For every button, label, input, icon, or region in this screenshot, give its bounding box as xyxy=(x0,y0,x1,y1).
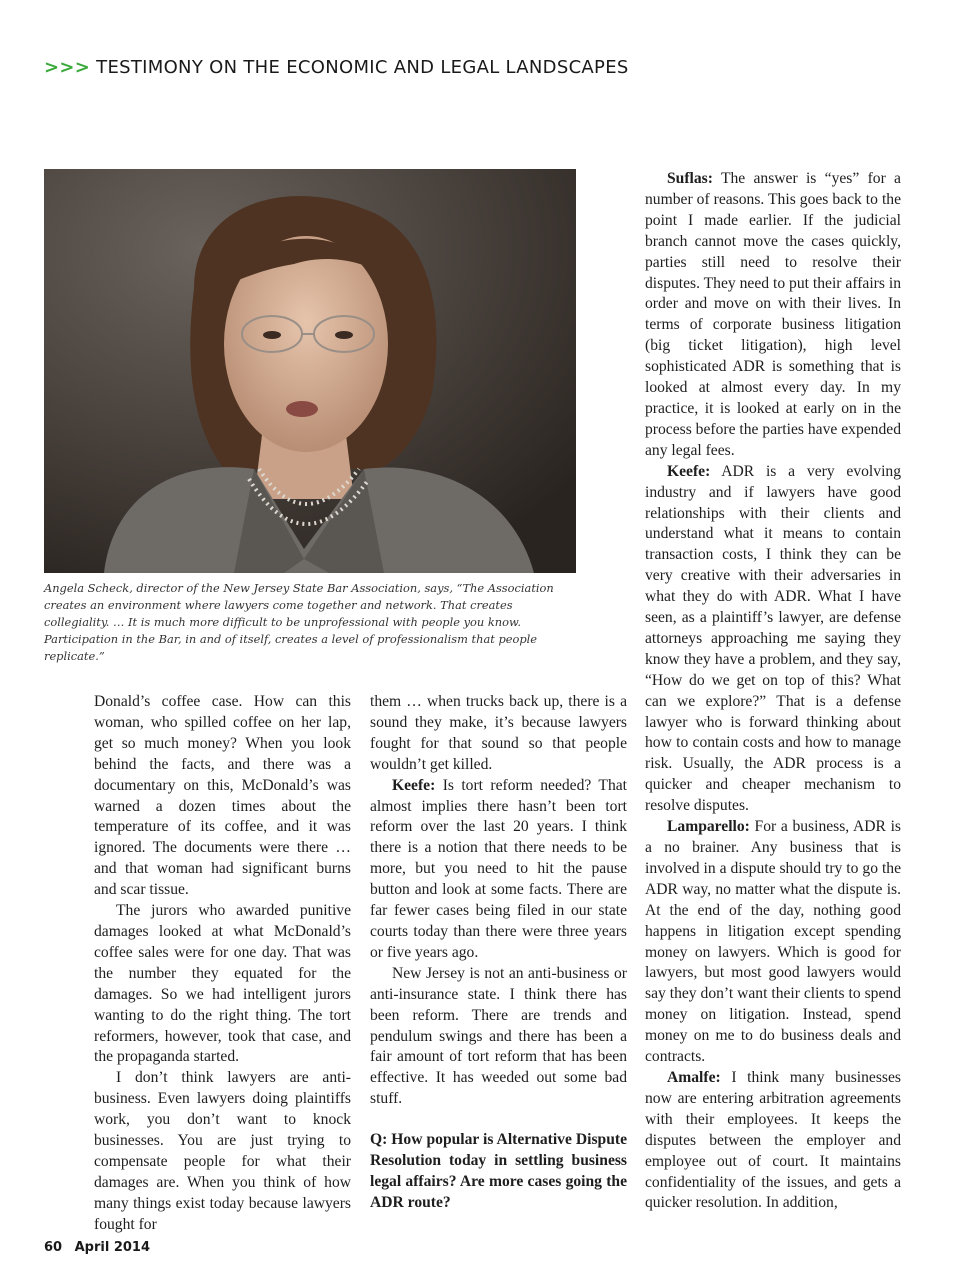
speaker-name: Amalfe: xyxy=(667,1068,721,1086)
article-column-3 xyxy=(645,169,901,1214)
page-footer xyxy=(44,1240,158,1255)
paragraph: New Jersey is not an anti-business or anti-insurance state. I think there has been reform. There are trends and pendulum swings and there has been a fair amount of tort reform that has been effective. It has weeded out some bad stuff. xyxy=(370,964,627,1108)
paragraph-text: For a business, ADR is a no brainer. Any business that is involved in a dispute should try to go the ADR way, no matter what the dispute is. At the end of the day, nothing good happens in litigation except spending money on lawyers. Which is good for lawyers, but most good lawyers would say they don’t want their clients to spend money on litigation. Instead, spend money on me to do business deals and contracts. xyxy=(645,818,901,1066)
interview-question: Q: How popular is Alternative Dispute Resolution today in settling business legal affairs? Are more cases going the ADR route? xyxy=(370,1131,627,1211)
speaker-name: Keefe: xyxy=(392,776,436,794)
header-chevrons: >>> xyxy=(44,56,91,78)
paragraph: them … when trucks back up, there is a sound they make, it’s because lawyers fought for that sound so that people wouldn’t get killed. xyxy=(370,693,627,773)
speaker-name: Keefe: xyxy=(667,462,711,480)
article-column-2 xyxy=(370,692,627,1214)
photo-caption: Angela Scheck, director of the New Jersey State Bar Association, says, “The Association creates an environment where lawyers come together and network. That creates collegiality. … It is much more difficult to be unprofessional with people you know. Participation in the Bar, in and of itself, creates a level of professionalism that people replicate.” xyxy=(44,581,554,663)
paragraph xyxy=(370,776,627,964)
section-header xyxy=(44,54,629,80)
page-number: 60 xyxy=(44,1240,63,1255)
issue-date: April 2014 xyxy=(74,1240,151,1255)
article-column-1 xyxy=(94,692,351,1236)
header-title: TESTIMONY ON THE ECONOMIC AND LEGAL LANDSCAPES xyxy=(96,56,629,78)
paragraph-text: Is tort reform needed? That almost implies there hasn’t been tort reform over the last 20 years. I think there is a notion that there needs to be more, but you need to hit the pause button and look at some facts. There are far fewer cases being filed in our state courts today than there were three years or five years ago. xyxy=(370,776,627,961)
paragraph: Donald’s coffee case. How can this woman, who spilled coffee on her lap, get so much money? When you look behind the facts, and there was a documentary on this, McDonald’s was warned a dozen times about the temperature of its coffee, and it was ignored. The documents were there … and that woman had significant burns and scar tissue. xyxy=(94,693,351,899)
paragraph xyxy=(645,1068,901,1214)
speaker-name: Lamparello: xyxy=(667,818,750,836)
paragraph-text: I think many businesses now are entering arbitration agreements with their employees. It keeps the disputes between the employer and employee out of court. It maintains confidentiality of the issues, and gets a quicker resolution. In addition, xyxy=(645,1068,901,1212)
paragraph: The jurors who awarded punitive damages looked at what McDonald’s coffee sales were for one day. That was the number they equated for the damages. So we had intelligent jurors wanting to do the right thing. The tort reformers, however, took that case, and the propaganda started. xyxy=(94,902,351,1066)
paragraph-text: ADR is a very evolving industry and if lawyers have good relationships with their clients and understand what it means to contain transaction costs, I think they can be very creative with their adversaries in what they do with ADR. What I have seen, as a plaintiff’s lawyer, are defense attorneys approaching me saying they know they have a problem, and they say, “How do we get on top of this? What can we explore?” That is a defense lawyer who is forward thinking about how to contain costs and how to manage risk. Usually, the ADR process is a quicker and cheaper mechanism to resolve disputes. xyxy=(645,462,901,815)
paragraph xyxy=(645,817,901,1068)
paragraph xyxy=(645,462,901,817)
portrait-photo xyxy=(44,169,576,573)
paragraph-text: The answer is “yes” for a number of reasons. This goes back to the point I made earlier. If the judicial branch cannot move the cases quickly, parties still need to resolve their disputes. They need to put their affairs in order and move on with their lives. In terms of corporate business litigation (big ticket litigation), high level sophisticated ADR is something that is looked at almost every day. In my practice, it is looked at early on in the process before the parties have expended any legal fees. xyxy=(645,170,901,459)
speaker-name: Suflas: xyxy=(667,170,713,187)
paragraph: I don’t think lawyers are anti-business. Even lawyers doing plaintiffs work, you don’t want to knock businesses. You are just trying to compensate people for what their damages are. When you think of how many things exist today because lawyers fought for xyxy=(94,1069,351,1233)
paragraph xyxy=(645,169,901,462)
